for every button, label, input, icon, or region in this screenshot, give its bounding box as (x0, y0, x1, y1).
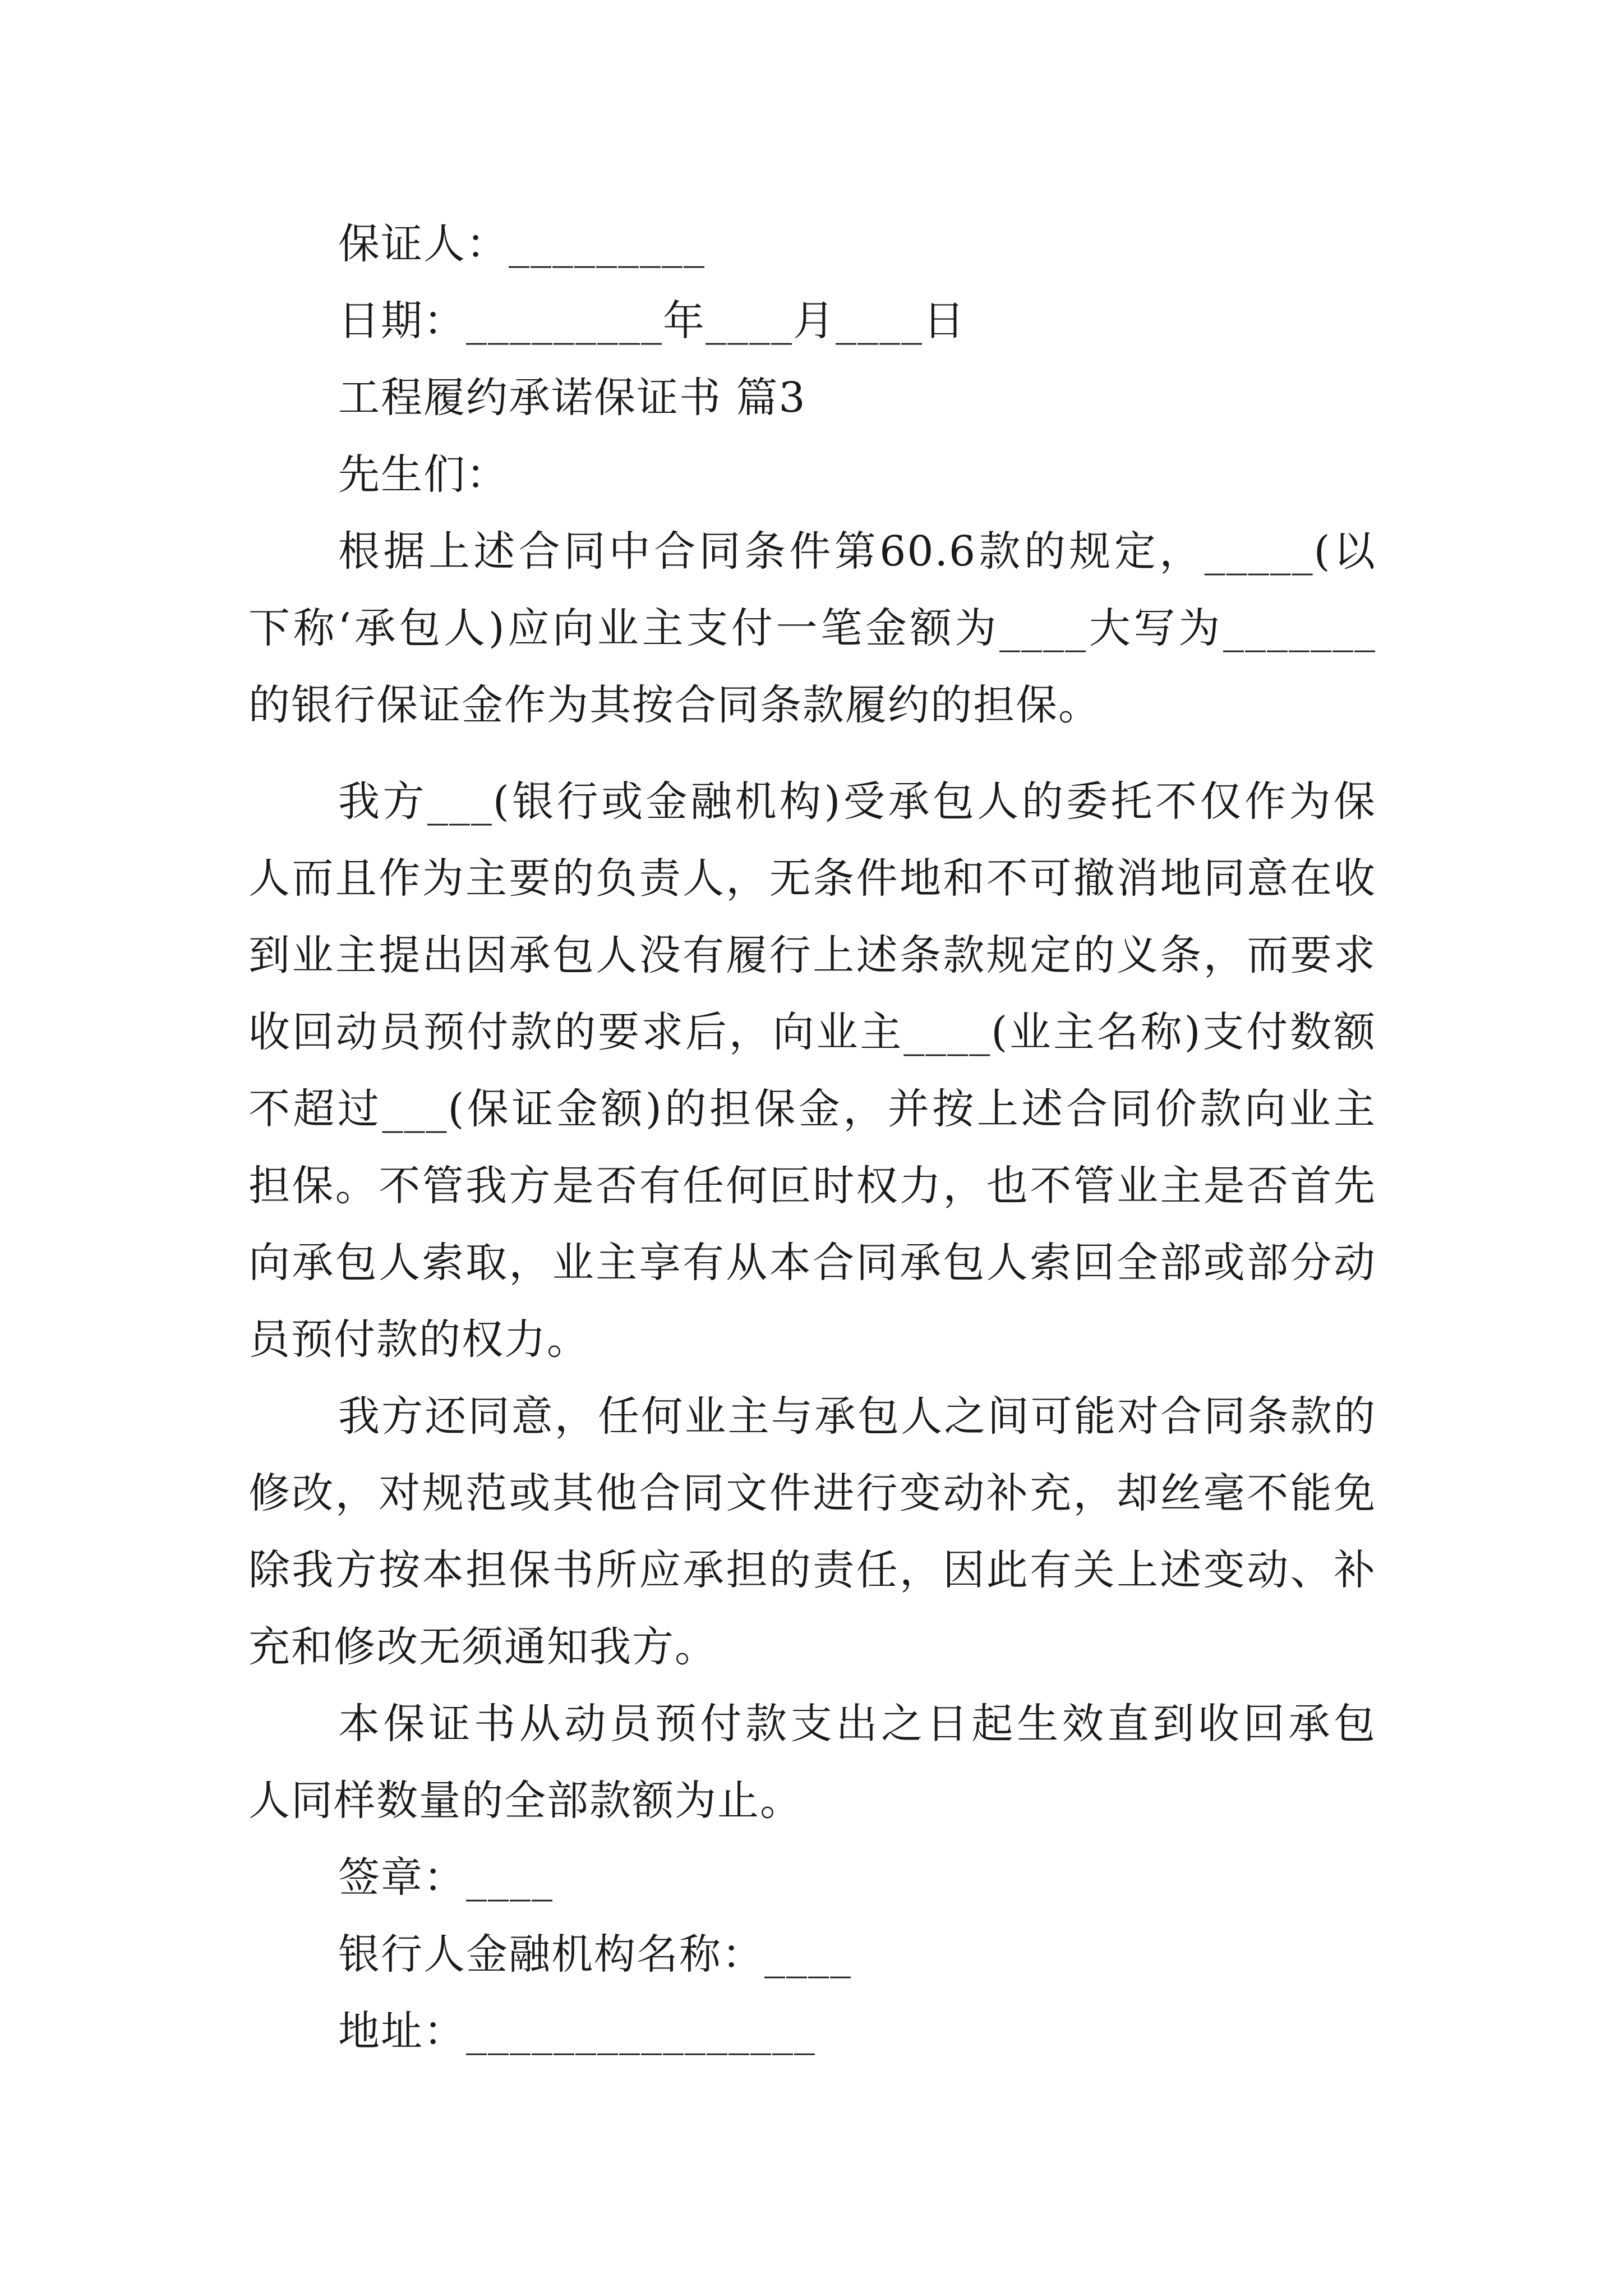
salutation: 先生们： (338, 450, 509, 499)
paragraph-3-line-2: 修改，对规范或其他合同文件进行变动补充，却丝毫不能免 (248, 1469, 1376, 1517)
bank-name-line: 银行人金融机构名称：____ (338, 1930, 852, 1978)
date-line: 日期：_________年____月____日 (338, 297, 966, 345)
paragraph-4-line-1: 本保证书从动员预付款支出之日起生效直到收回承包 (338, 1700, 1376, 1748)
paragraph-3-line-1: 我方还同意，任何业主与承包人之间可能对合同条款的 (338, 1392, 1376, 1441)
paragraph-2-line-3: 到业主提出因承包人没有履行上述条款规定的义条，而要求 (248, 931, 1376, 979)
paragraph-3-line-4: 充和修改无须通知我方。 (248, 1623, 717, 1671)
paragraph-3-line-3: 除我方按本担保书所应承担的责任，因此有关上述变动、补 (248, 1546, 1376, 1594)
address-line: 地址：________________ (338, 2007, 816, 2055)
paragraph-1-line-1: 根据上述合同中合同条件第60.6款的规定，_____(以 (338, 527, 1376, 576)
paragraph-2-line-2: 人而且作为主要的负责人，无条件地和不可撤消地同意在收 (248, 854, 1376, 903)
guarantor-line: 保证人：_________ (338, 220, 706, 268)
paragraph-1-line-2: 下称‘承包人)应向业主支付一笔金额为____大写为_______ (248, 604, 1376, 652)
signature-line: 签章：____ (338, 1853, 554, 1902)
paragraph-2-line-7: 向承包人索取，业主享有从本合同承包人索回全部或部分动 (248, 1239, 1376, 1287)
paragraph-2-line-5: 不超过___(保证金额)的担保金，并按上述合同价款向业主 (248, 1085, 1376, 1133)
paragraph-2-line-4: 收回动员预付款的要求后，向业主____(业主名称)支付数额 (248, 1008, 1376, 1056)
paragraph-2-line-1: 我方___(银行或金融机构)受承包人的委托不仅作为保 (338, 777, 1376, 826)
paragraph-4-line-2: 人同样数量的全部款额为止。 (248, 1777, 803, 1825)
paragraph-2-line-6: 担保。不管我方是否有任何叵时权力，也不管业主是否首先 (248, 1162, 1376, 1210)
paragraph-1-line-3: 的银行保证金作为其按合同条款履约的担保。 (248, 681, 1101, 729)
section-title: 工程履约承诺保证书 篇3 (338, 374, 806, 422)
paragraph-2-line-8: 员预付款的权力。 (248, 1315, 589, 1364)
